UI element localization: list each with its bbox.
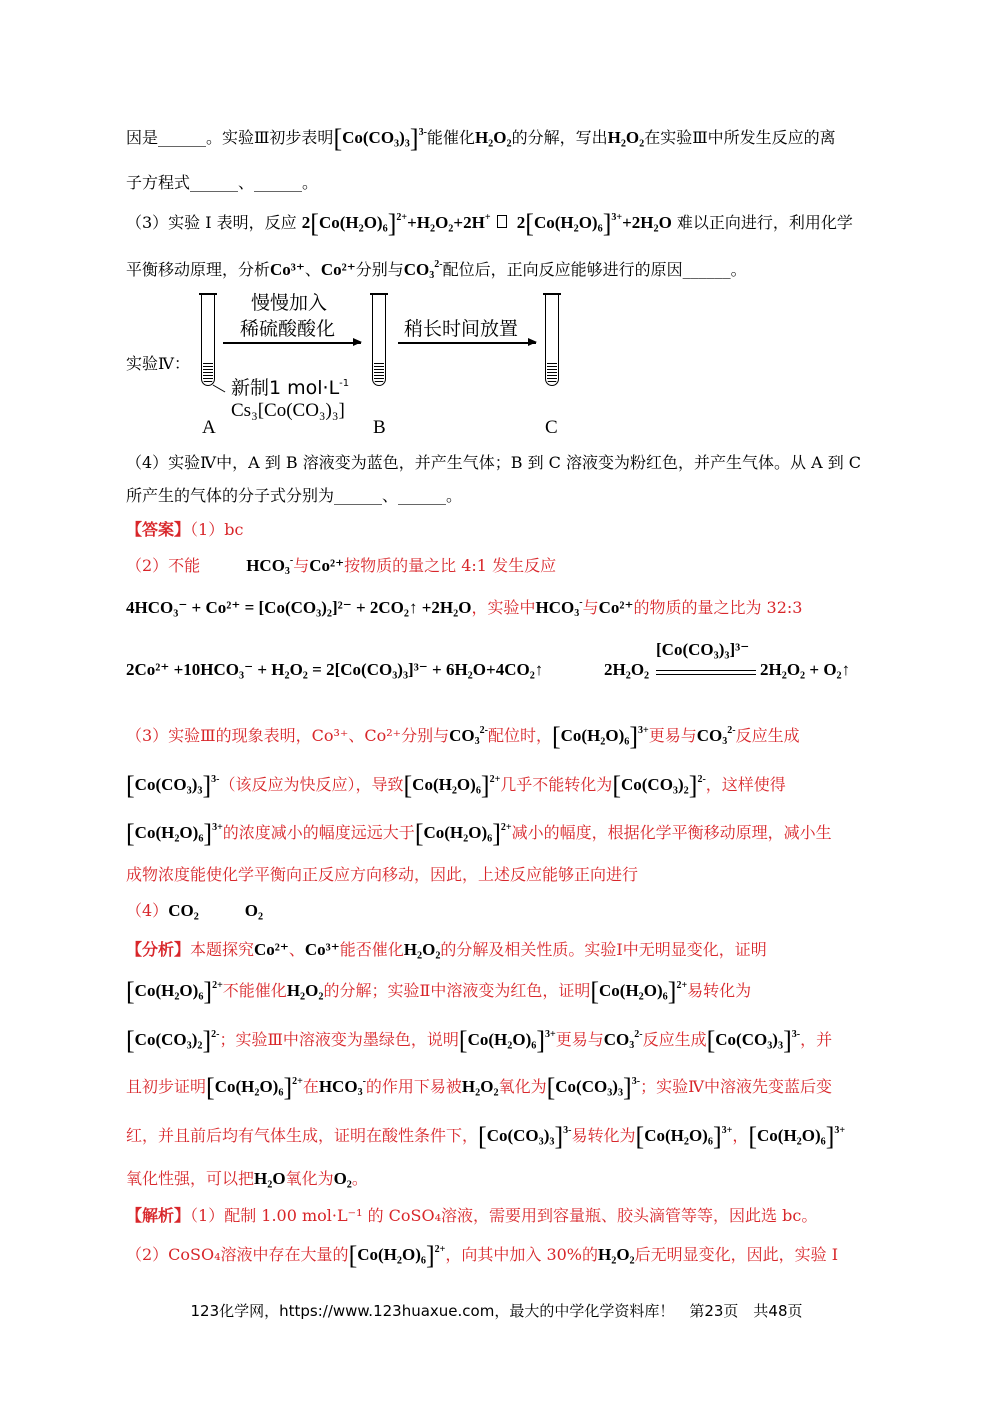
reagent-line-1: 新制1 $mol\cdot L^{-1}$ xyxy=(231,377,350,399)
analysis-line-2: $[Co(H_2O)_6]^{2+}$不能催化H₂O₂的分解；实验Ⅱ中溶液变为红色，证明$[Co(H_2O)_6]^{2+}$易转化为 xyxy=(126,977,752,1006)
answer-4-line: （4）CO₂ O₂ xyxy=(126,901,264,920)
tube-b-label: B xyxy=(373,417,386,438)
answer-3-line-2: $[Co(CO_3)_3]^{3-}$（该反应为快反应），导致$[Co(H_2O)_6]^{2+}$几乎不能转化为$[Co(CO_3)_2]^{2-}$，这样使得 xyxy=(126,771,786,800)
explanation-heading: 【解析】 xyxy=(126,1208,191,1225)
test-tube-b xyxy=(372,293,386,386)
analysis-heading: 【分析】 xyxy=(126,942,191,959)
answer-line-3: 4HCO₃⁻ + Co²⁺ = [Co(CO₃)₂]²⁻ + 2CO₂↑ +2H₂O，实验中$HCO_3^-$与Co²⁺的物质的量之比为 32:3 xyxy=(126,597,803,619)
catalyst-label: [Co(CO₃)₃]³⁻ xyxy=(656,640,750,659)
answer-line-1: 【答案】（1）bc xyxy=(126,520,244,539)
figure-label: 实验Ⅳ： xyxy=(126,354,190,373)
q3-equation: $2[Co(H_2O)_6]^{2+}+H_2O_2+2H^+$ $2[Co(H_2O)_6]^{3+}+2H_2O$ xyxy=(301,209,672,238)
q2-line-1: 因是______。实验Ⅲ初步表明$[Co(CO_3)_3]^{3-}$能催化H₂O₂的分解，写出H₂O₂在实验Ⅲ中所发生反应的离 xyxy=(126,124,836,153)
reagent-line-2: Cs₃[Co(CO₃)₃] xyxy=(231,400,345,421)
analysis-line-4: 且初步证明$[Co(H_2O)_6]^{2+}$在$HCO_3^-$的作用下易被H₂O₂氧化为$[Co(CO_3)_3]^{3-}$；实验Ⅳ中溶液先变蓝后变 xyxy=(126,1073,833,1102)
analysis-line-1: 【分析】本题探究Co²⁺、Co³⁺能否催化H₂O₂的分解及相关性质。实验Ⅰ中无明显变化，证明 xyxy=(126,940,767,959)
tube-a-label: A xyxy=(202,417,216,438)
complex-co-co3-3: $[Co(CO_3)_3]^{3-}$ xyxy=(333,124,427,153)
q3-line-2: 平衡移动原理，分析Co³⁺、Co²⁺分别与$CO_3^{2-}$配位后，正向反应能够进行的原因______。 xyxy=(126,259,747,281)
test-tube-c xyxy=(545,293,559,386)
answer-heading: 【答案】 xyxy=(126,522,191,539)
reagent-pointer xyxy=(213,385,226,393)
h2o2-formula: H₂O₂ xyxy=(607,128,645,147)
tube-c-label: C xyxy=(545,417,558,438)
arrow-a-to-b xyxy=(223,342,361,344)
arrow1-label-2: 稀硫酸酸化 xyxy=(240,318,336,340)
explanation-line-1: 【解析】（1）配制 1.00 mol·L⁻¹ 的 CoSO₄溶液，需要用到容量瓶、胶头滴管等等，因此选 bc。 xyxy=(126,1206,818,1225)
answer-3-line-4: 成物浓度能使化学平衡向正反应方向移动，因此，上述反应能够正向进行 xyxy=(126,865,639,884)
q2-line-2: 子方程式______、______。 xyxy=(126,173,319,192)
q4-line-2: 所产生的气体的分子式分别为______、______。 xyxy=(126,486,463,505)
arrow2-label: 稍长时间放置 xyxy=(404,318,519,340)
answer-equations-row xyxy=(126,660,543,680)
arrow-b-to-c xyxy=(398,342,536,344)
answer-line-2: （2）不能 $HCO_3^-$与Co²⁺按物质的量之比 4:1 发生反应 xyxy=(126,555,557,577)
answer-3-line-3: $[Co(H_2O)_6]^{3+}$的浓度减小的幅度远远大于$[Co(H_2O)_6]^{2+}$减小的幅度，根据化学平衡移动原理，减小生 xyxy=(126,819,832,848)
analysis-line-6: 氧化性强，可以把H₂O氧化为O₂。 xyxy=(126,1169,368,1188)
equation-2: 2Co²⁺ +10HCO₃⁻ + H₂O₂ = 2[Co(CO₃)₃]³⁻ + 6H₂O+4CO₂↑ xyxy=(126,660,544,679)
answer-3-line-1: （3）实验Ⅲ的现象表明，Co³⁺、Co²⁺分别与$CO_3^{2-}$配位时，$[Co(H_2O)_6]^{3+}$更易与$CO_3^{2-}$反应生成 xyxy=(126,722,800,751)
test-tube-a xyxy=(201,293,215,386)
analysis-line-5: 红，并且前后均有气体生成，证明在酸性条件下，$[Co(CO_3)_3]^{3-}$易转化为$[Co(H_2O)_6]^{3+}$，$[Co(H_2O)_6]^{3+}$ xyxy=(126,1122,846,1151)
analysis-line-3: $[Co(CO_3)_2]^{2-}$；实验Ⅲ中溶液变为墨绿色，说明$[Co(H_2O)_6]^{3+}$更易与$CO_3^{2-}$反应生成$[Co(CO_3)_3]^{3-}$，并 xyxy=(126,1026,833,1055)
q4-line-1: （4）实验Ⅳ中，A 到 B 溶液变为蓝色，并产生气体；B 到 C 溶液变为粉红色，并产生气体。从 A 到 C xyxy=(126,453,862,472)
page-footer: 123化学网，https://www.123huaxue.com，最大的中学化学资料库！ 第23页 共48页 xyxy=(190,1302,803,1320)
equation-1: 4HCO₃⁻ + Co²⁺ = [Co(CO₃)₂]²⁻ + 2CO₂↑ +2H₂O xyxy=(126,598,472,617)
explanation-line-2: （2）CoSO₄溶液中存在大量的$[Co(H_2O)_6]^{2+}$，向其中加入 30%的H₂O₂后无明显变化，因此，实验 I xyxy=(126,1241,839,1270)
h2o2-formula: H₂O₂ xyxy=(474,128,512,147)
q3-line-1: （3）实验 I 表明，反应 $2[Co(H_2O)_6]^{2+}+H_2O_2+2H^+$ $2[Co(H_2O)_6]^{3+}+2H_2O$ 难以正向进行，利用化学 xyxy=(126,209,853,238)
arrow1-label-1: 慢慢加入 xyxy=(251,292,328,314)
